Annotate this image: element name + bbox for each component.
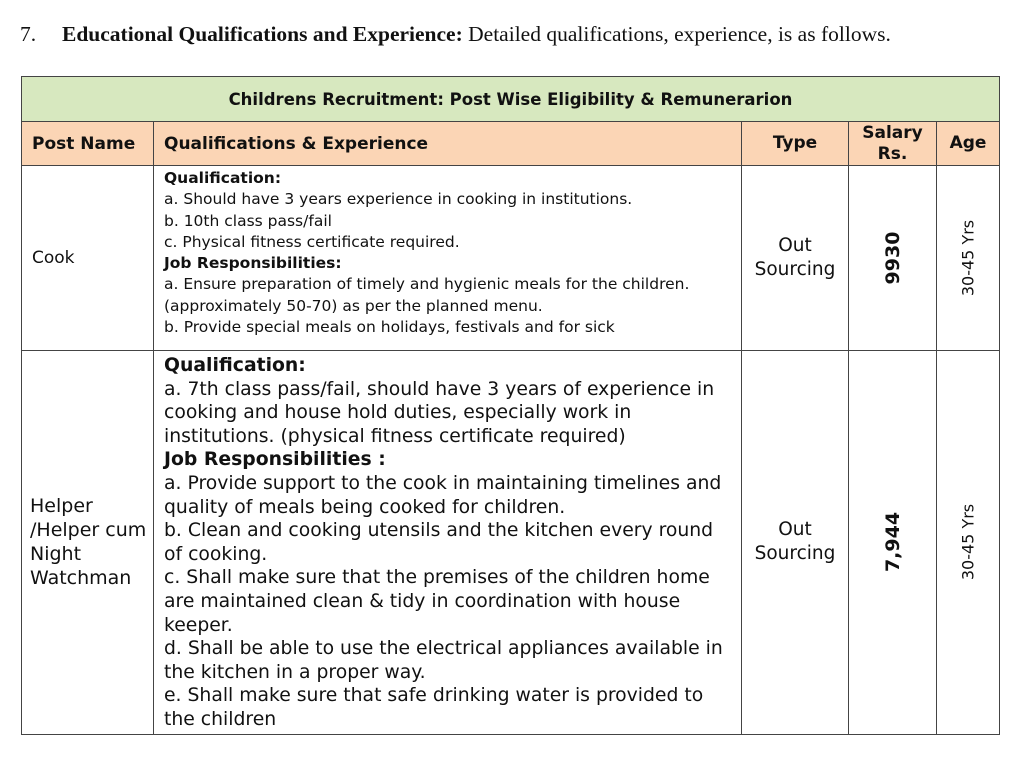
header-salary-line2: Rs. bbox=[877, 143, 908, 164]
qualification-item: a. Should have 3 years experience in cooking in institutions. bbox=[164, 190, 633, 209]
salary-cell bbox=[849, 351, 937, 735]
responsibility-item: e. Shall make sure that safe drinking water is provided to the children bbox=[164, 685, 704, 730]
responsibility-item: a. Ensure preparation of timely and hygienic meals for the children. (approximately 50-70) as per the planned menu. bbox=[164, 275, 690, 315]
header-post-name: Post Name bbox=[22, 122, 154, 166]
qualification-label: Qualification: bbox=[164, 355, 306, 376]
header-type: Type bbox=[742, 122, 849, 166]
type-line2: Sourcing bbox=[754, 543, 836, 565]
type-cell bbox=[742, 166, 849, 351]
qualifications-cell bbox=[154, 351, 742, 735]
salary-value: 9930 bbox=[881, 231, 904, 285]
responsibilities-label: Job Responsibilities: bbox=[164, 254, 342, 273]
table-header-row bbox=[22, 122, 1000, 166]
header-salary-line1: Salary bbox=[862, 122, 923, 143]
type-line1: Out bbox=[778, 235, 812, 256]
section-number: 7. bbox=[20, 22, 37, 46]
age-cell bbox=[937, 166, 1000, 351]
post-name-cell: Helper /Helper cum Night Watchman bbox=[22, 351, 154, 735]
responsibility-item: b. Provide special meals on holidays, festivals and for sick bbox=[164, 318, 615, 337]
age-value: 30-45 Yrs bbox=[958, 219, 978, 297]
qualification-item: c. Physical fitness certificate required. bbox=[164, 232, 460, 251]
age-value: 30-45 Yrs bbox=[958, 504, 978, 581]
responsibilities-label: Job Responsibilities : bbox=[164, 449, 386, 471]
qualification-item: a. 7th class pass/fail, should have 3 years of experience in cooking and house hold duties, especially work in institutions. (physical fitness certificate required) bbox=[164, 378, 715, 447]
salary-cell bbox=[849, 166, 937, 351]
qualifications-cell bbox=[154, 166, 742, 351]
responsibility-item: c. Shall make sure that the premises of the children home are maintained clean & tidy in coordination with house keeper. bbox=[164, 567, 710, 636]
table-row bbox=[22, 351, 1000, 735]
table-row bbox=[22, 166, 1000, 351]
section-heading bbox=[20, 22, 1010, 47]
responsibility-item: a. Provide support to the cook in maintaining timelines and quality of meals being cooked for children. bbox=[164, 472, 722, 518]
section-title: Educational Qualifications and Experience: bbox=[62, 22, 463, 46]
qualification-label: Qualification: bbox=[164, 169, 282, 187]
salary-value: 7,944 bbox=[881, 512, 904, 573]
post-name-cell: Cook bbox=[22, 166, 154, 351]
qualification-item: b. 10th class pass/fail bbox=[164, 211, 332, 230]
type-line1: Out bbox=[778, 519, 812, 541]
table-title: Childrens Recruitment: Post Wise Eligibility & Remunerarion bbox=[22, 77, 1000, 122]
header-age: Age bbox=[937, 122, 1000, 166]
eligibility-table bbox=[21, 76, 1000, 735]
responsibility-item: d. Shall be able to use the electrical appliances available in the kitchen in a proper way. bbox=[164, 638, 723, 683]
section-description: Detailed qualifications, experience, is as follows. bbox=[468, 22, 891, 46]
header-salary bbox=[849, 122, 937, 166]
type-line2: Sourcing bbox=[754, 259, 836, 280]
header-qualifications: Qualifications & Experience bbox=[154, 122, 742, 166]
table-title-row bbox=[22, 77, 1000, 122]
type-cell bbox=[742, 351, 849, 735]
responsibility-item: b. Clean and cooking utensils and the kitchen every round of cooking. bbox=[164, 520, 714, 565]
age-cell bbox=[937, 351, 1000, 735]
